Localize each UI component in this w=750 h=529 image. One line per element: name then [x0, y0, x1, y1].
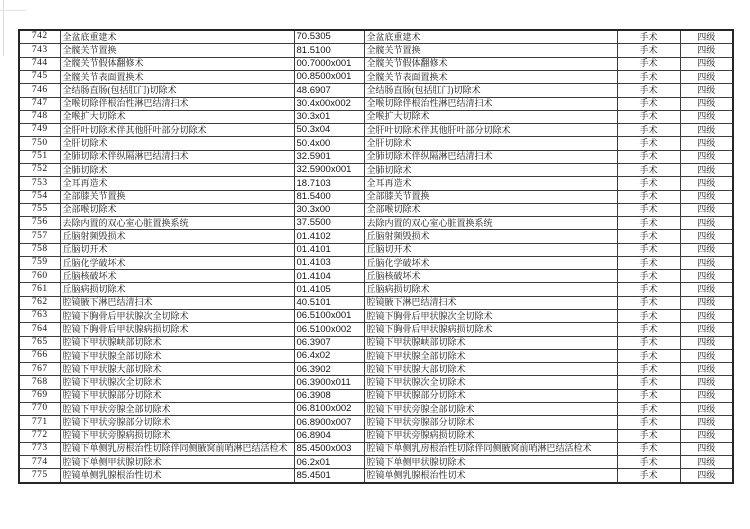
table-row: [19, 270, 733, 283]
table-row: [19, 230, 733, 243]
procedure-name-cell: 腔镜下甲状腺峡部切除术: [60, 336, 294, 349]
level-cell: 四级: [680, 243, 733, 256]
procedure-name-repeat-cell: 腔镜下单侧乳房根治性切除伴同侧腋窝前哨淋巴结活检术: [364, 442, 617, 455]
table-row: [19, 310, 733, 323]
row-number-cell: 775: [19, 469, 60, 483]
procedure-name-repeat-cell: 腔镜腋下淋巴结清扫术: [364, 296, 617, 309]
table-row: [19, 429, 733, 442]
procedure-name-repeat-cell: 腔镜下胸骨后甲状腺病损切除术: [364, 323, 617, 336]
category-cell: 手术: [617, 203, 680, 216]
procedure-name-repeat-cell: 腔镜下甲状腺大部切除术: [364, 363, 617, 376]
category-cell: 手术: [617, 150, 680, 163]
procedure-code-cell: 06.3900x011: [294, 376, 364, 389]
procedure-name-cell: 全部膝关节置换: [60, 190, 294, 203]
page-edge-artifact-horizontal: [0, 10, 26, 11]
procedure-name-cell: 丘脑射频毁损术: [60, 230, 294, 243]
procedure-code-cell: 30.3x00: [294, 203, 364, 216]
level-cell: 四级: [680, 416, 733, 429]
category-cell: 手术: [617, 336, 680, 349]
category-cell: 手术: [617, 177, 680, 190]
level-cell: 四级: [680, 97, 733, 110]
table-row: [19, 469, 733, 483]
row-number-cell: 749: [19, 124, 60, 137]
procedure-code-cell: 30.3x01: [294, 110, 364, 123]
procedure-code-cell: 18.7103: [294, 177, 364, 190]
category-cell: 手术: [617, 283, 680, 296]
procedure-name-cell: 腔镜下胸骨后甲状腺病损切除术: [60, 323, 294, 336]
level-cell: 四级: [680, 336, 733, 349]
procedure-name-repeat-cell: 丘脑核破坏术: [364, 270, 617, 283]
procedure-name-cell: 腔镜下单侧乳房根治性切除伴同侧腋窝前哨淋巴结活检术: [60, 442, 294, 455]
table-row: [19, 124, 733, 137]
table-row: [19, 403, 733, 416]
category-cell: 手术: [617, 57, 680, 70]
category-cell: 手术: [617, 469, 680, 483]
category-cell: 手术: [617, 163, 680, 176]
level-cell: 四级: [680, 403, 733, 416]
table-row: [19, 70, 733, 83]
level-cell: 四级: [680, 376, 733, 389]
category-cell: 手术: [617, 416, 680, 429]
table-row: [19, 323, 733, 336]
procedure-name-cell: 全肝切除术: [60, 137, 294, 150]
level-cell: 四级: [680, 203, 733, 216]
row-number-cell: 742: [19, 30, 60, 44]
procedure-name-repeat-cell: 腔镜下甲状腺次全切除术: [364, 376, 617, 389]
procedure-name-repeat-cell: 全耳再造术: [364, 177, 617, 190]
table-row: [19, 203, 733, 216]
category-cell: 手术: [617, 349, 680, 362]
level-cell: 四级: [680, 256, 733, 269]
table-row: [19, 97, 733, 110]
category-cell: 手术: [617, 110, 680, 123]
procedure-code-cell: 32.5901: [294, 150, 364, 163]
table-row: [19, 44, 733, 57]
level-cell: 四级: [680, 389, 733, 402]
procedure-name-cell: 全盆底重建术: [60, 30, 294, 44]
table-row: [19, 442, 733, 455]
procedure-name-cell: 腔镜单侧乳腺根治性切术: [60, 469, 294, 483]
procedure-name-cell: 腔镜下甲状腺大部切除术: [60, 363, 294, 376]
procedure-code-cell: 40.5101: [294, 296, 364, 309]
row-number-cell: 760: [19, 270, 60, 283]
table-row: [19, 296, 733, 309]
procedure-name-repeat-cell: 腔镜下甲状腺部分切除术: [364, 389, 617, 402]
procedure-name-cell: 全耳再造术: [60, 177, 294, 190]
table-row: [19, 416, 733, 429]
level-cell: 四级: [680, 84, 733, 97]
row-number-cell: 754: [19, 190, 60, 203]
table-row: [19, 349, 733, 362]
row-number-cell: 746: [19, 84, 60, 97]
level-cell: 四级: [680, 310, 733, 323]
procedure-code-cell: 06.3902: [294, 363, 364, 376]
level-cell: 四级: [680, 442, 733, 455]
procedure-code-cell: 32.5900x001: [294, 163, 364, 176]
procedure-name-repeat-cell: 腔镜下甲状腺全部切除术: [364, 349, 617, 362]
level-cell: 四级: [680, 44, 733, 57]
procedures-table: [18, 29, 734, 484]
level-cell: 四级: [680, 57, 733, 70]
procedure-name-cell: 丘脑核破坏术: [60, 270, 294, 283]
table-row: [19, 137, 733, 150]
table-row: [19, 376, 733, 389]
procedure-name-cell: 全喉扩大切除术: [60, 110, 294, 123]
table-row: [19, 456, 733, 469]
category-cell: 手术: [617, 137, 680, 150]
level-cell: 四级: [680, 349, 733, 362]
procedure-name-cell: 全肺切除术伴纵隔淋巴结清扫术: [60, 150, 294, 163]
procedure-code-cell: 06.3908: [294, 389, 364, 402]
procedure-name-repeat-cell: 腔镜下甲状旁腺病损切除术: [364, 429, 617, 442]
row-number-cell: 768: [19, 376, 60, 389]
procedure-name-cell: 全髋关节假体翻修术: [60, 57, 294, 70]
row-number-cell: 750: [19, 137, 60, 150]
procedure-name-cell: 丘脑切开术: [60, 243, 294, 256]
procedure-code-cell: 50.3x04: [294, 124, 364, 137]
row-number-cell: 772: [19, 429, 60, 442]
row-number-cell: 753: [19, 177, 60, 190]
level-cell: 四级: [680, 150, 733, 163]
category-cell: 手术: [617, 296, 680, 309]
row-number-cell: 769: [19, 389, 60, 402]
table-row: [19, 110, 733, 123]
row-number-cell: 757: [19, 230, 60, 243]
row-number-cell: 744: [19, 57, 60, 70]
table-row: [19, 363, 733, 376]
category-cell: 手术: [617, 30, 680, 44]
procedure-code-cell: 01.4102: [294, 230, 364, 243]
procedure-code-cell: 70.5305: [294, 30, 364, 44]
category-cell: 手术: [617, 389, 680, 402]
level-cell: 四级: [680, 296, 733, 309]
level-cell: 四级: [680, 230, 733, 243]
category-cell: 手术: [617, 442, 680, 455]
procedure-name-repeat-cell: 全髋关节置换: [364, 44, 617, 57]
procedure-name-repeat-cell: 全肺切除术伴纵隔淋巴结清扫术: [364, 150, 617, 163]
level-cell: 四级: [680, 124, 733, 137]
procedure-code-cell: 37.5500: [294, 217, 364, 230]
level-cell: 四级: [680, 270, 733, 283]
category-cell: 手术: [617, 190, 680, 203]
level-cell: 四级: [680, 137, 733, 150]
procedure-code-cell: 85.4500x003: [294, 442, 364, 455]
category-cell: 手术: [617, 456, 680, 469]
level-cell: 四级: [680, 217, 733, 230]
procedure-code-cell: 06.8100x002: [294, 403, 364, 416]
procedure-name-repeat-cell: 腔镜单侧乳腺根治性切术: [364, 469, 617, 483]
row-number-cell: 743: [19, 44, 60, 57]
procedure-name-cell: 腔镜下甲状腺次全切除术: [60, 376, 294, 389]
procedure-name-cell: 腔镜腋下淋巴结清扫术: [60, 296, 294, 309]
procedure-name-cell: 腔镜下甲状腺部分切除术: [60, 389, 294, 402]
procedure-code-cell: 06.5100x001: [294, 310, 364, 323]
row-number-cell: 755: [19, 203, 60, 216]
procedure-name-cell: 腔镜下胸骨后甲状腺次全切除术: [60, 310, 294, 323]
procedure-name-repeat-cell: 全喉扩大切除术: [364, 110, 617, 123]
procedure-name-repeat-cell: 腔镜下甲状旁腺全部切除术: [364, 403, 617, 416]
level-cell: 四级: [680, 283, 733, 296]
row-number-cell: 748: [19, 110, 60, 123]
page-edge-artifact-vertical: [3, 0, 4, 56]
procedure-code-cell: 00.8500x001: [294, 70, 364, 83]
procedure-name-repeat-cell: 腔镜下单侧甲状腺切除术: [364, 456, 617, 469]
row-number-cell: 773: [19, 442, 60, 455]
category-cell: 手术: [617, 403, 680, 416]
procedure-name-cell: 全喉切除伴根治性淋巴结清扫术: [60, 97, 294, 110]
table-row: [19, 57, 733, 70]
procedure-code-cell: 50.4x00: [294, 137, 364, 150]
procedure-code-cell: 48.6907: [294, 84, 364, 97]
procedure-name-repeat-cell: 腔镜下甲状旁腺部分切除术: [364, 416, 617, 429]
procedure-code-cell: 85.4501: [294, 469, 364, 483]
procedure-name-cell: 腔镜下甲状旁腺病损切除术: [60, 429, 294, 442]
level-cell: 四级: [680, 110, 733, 123]
row-number-cell: 745: [19, 70, 60, 83]
procedure-code-cell: 01.4103: [294, 256, 364, 269]
category-cell: 手术: [617, 270, 680, 283]
procedure-code-cell: 06.5100x002: [294, 323, 364, 336]
row-number-cell: 762: [19, 296, 60, 309]
procedure-code-cell: 00.7000x001: [294, 57, 364, 70]
procedure-name-cell: 全部喉切除术: [60, 203, 294, 216]
procedure-name-cell: 全结肠直肠(包括肛门)切除术: [60, 84, 294, 97]
row-number-cell: 751: [19, 150, 60, 163]
row-number-cell: 770: [19, 403, 60, 416]
procedure-name-cell: 腔镜下甲状腺全部切除术: [60, 349, 294, 362]
procedure-code-cell: 01.4104: [294, 270, 364, 283]
procedure-code-cell: 06.8900x007: [294, 416, 364, 429]
table-row: [19, 190, 733, 203]
table-row: [19, 389, 733, 402]
procedure-name-cell: 全肝叶切除术伴其他肝叶部分切除术: [60, 124, 294, 137]
procedure-name-repeat-cell: 全髋关节表面置换术: [364, 70, 617, 83]
procedure-code-cell: 06.8904: [294, 429, 364, 442]
row-number-cell: 771: [19, 416, 60, 429]
procedure-name-repeat-cell: 腔镜下胸骨后甲状腺次全切除术: [364, 310, 617, 323]
category-cell: 手术: [617, 124, 680, 137]
row-number-cell: 758: [19, 243, 60, 256]
procedure-name-repeat-cell: 丘脑射频毁损术: [364, 230, 617, 243]
table-row: [19, 163, 733, 176]
procedure-code-cell: 01.4101: [294, 243, 364, 256]
procedure-name-repeat-cell: 全结肠直肠(包括肛门)切除术: [364, 84, 617, 97]
row-number-cell: 752: [19, 163, 60, 176]
row-number-cell: 756: [19, 217, 60, 230]
procedure-name-repeat-cell: 全部喉切除术: [364, 203, 617, 216]
level-cell: 四级: [680, 363, 733, 376]
category-cell: 手术: [617, 230, 680, 243]
procedure-name-cell: 全髋关节置换: [60, 44, 294, 57]
procedure-name-repeat-cell: 丘脑病损切除术: [364, 283, 617, 296]
procedure-name-cell: 丘脑化学破坏术: [60, 256, 294, 269]
category-cell: 手术: [617, 243, 680, 256]
row-number-cell: 766: [19, 349, 60, 362]
table-row: [19, 150, 733, 163]
procedure-name-repeat-cell: 丘脑化学破坏术: [364, 256, 617, 269]
row-number-cell: 774: [19, 456, 60, 469]
category-cell: 手术: [617, 429, 680, 442]
procedure-name-repeat-cell: 全肝切除术: [364, 137, 617, 150]
procedure-code-cell: 81.5400: [294, 190, 364, 203]
procedure-code-cell: 06.2x01: [294, 456, 364, 469]
procedure-name-cell: 丘脑病损切除术: [60, 283, 294, 296]
procedure-name-cell: 去除内置的双心室心脏置换系统: [60, 217, 294, 230]
category-cell: 手术: [617, 256, 680, 269]
procedure-code-cell: 06.4x02: [294, 349, 364, 362]
row-number-cell: 764: [19, 323, 60, 336]
procedure-name-repeat-cell: 丘脑切开术: [364, 243, 617, 256]
table-row: [19, 243, 733, 256]
row-number-cell: 767: [19, 363, 60, 376]
category-cell: 手术: [617, 70, 680, 83]
table-row: [19, 84, 733, 97]
procedure-name-cell: 腔镜下单侧甲状腺切除术: [60, 456, 294, 469]
procedure-code-cell: 01.4105: [294, 283, 364, 296]
table-row: [19, 256, 733, 269]
procedure-name-cell: 全肺切除术: [60, 163, 294, 176]
category-cell: 手术: [617, 323, 680, 336]
level-cell: 四级: [680, 190, 733, 203]
procedure-code-cell: 30.4x00x002: [294, 97, 364, 110]
category-cell: 手术: [617, 376, 680, 389]
procedure-name-repeat-cell: 全喉切除伴根治性淋巴结清扫术: [364, 97, 617, 110]
procedure-code-cell: 81.5100: [294, 44, 364, 57]
row-number-cell: 747: [19, 97, 60, 110]
procedure-name-cell: 全髋关节表面置换术: [60, 70, 294, 83]
procedure-name-repeat-cell: 全髋关节假体翻修术: [364, 57, 617, 70]
category-cell: 手术: [617, 97, 680, 110]
procedure-name-repeat-cell: 全肺切除术: [364, 163, 617, 176]
category-cell: 手术: [617, 363, 680, 376]
procedure-name-cell: 腔镜下甲状旁腺部分切除术: [60, 416, 294, 429]
level-cell: 四级: [680, 469, 733, 483]
level-cell: 四级: [680, 163, 733, 176]
procedure-name-repeat-cell: 去除内置的双心室心脏置换系统: [364, 217, 617, 230]
category-cell: 手术: [617, 217, 680, 230]
procedure-name-repeat-cell: 全盆底重建术: [364, 30, 617, 44]
level-cell: 四级: [680, 429, 733, 442]
table-row: [19, 283, 733, 296]
procedures-table-body: [19, 30, 733, 483]
level-cell: 四级: [680, 323, 733, 336]
category-cell: 手术: [617, 84, 680, 97]
procedure-name-cell: 腔镜下甲状旁腺全部切除术: [60, 403, 294, 416]
level-cell: 四级: [680, 30, 733, 44]
row-number-cell: 763: [19, 310, 60, 323]
procedure-name-repeat-cell: 全部膝关节置换: [364, 190, 617, 203]
category-cell: 手术: [617, 310, 680, 323]
row-number-cell: 765: [19, 336, 60, 349]
level-cell: 四级: [680, 70, 733, 83]
table-row: [19, 217, 733, 230]
procedure-name-repeat-cell: 全肝叶切除术伴其他肝叶部分切除术: [364, 124, 617, 137]
row-number-cell: 759: [19, 256, 60, 269]
table-row: [19, 336, 733, 349]
level-cell: 四级: [680, 456, 733, 469]
row-number-cell: 761: [19, 283, 60, 296]
table-row: [19, 30, 733, 44]
level-cell: 四级: [680, 177, 733, 190]
table-row: [19, 177, 733, 190]
category-cell: 手术: [617, 44, 680, 57]
procedure-code-cell: 06.3907: [294, 336, 364, 349]
procedure-name-repeat-cell: 腔镜下甲状腺峡部切除术: [364, 336, 617, 349]
